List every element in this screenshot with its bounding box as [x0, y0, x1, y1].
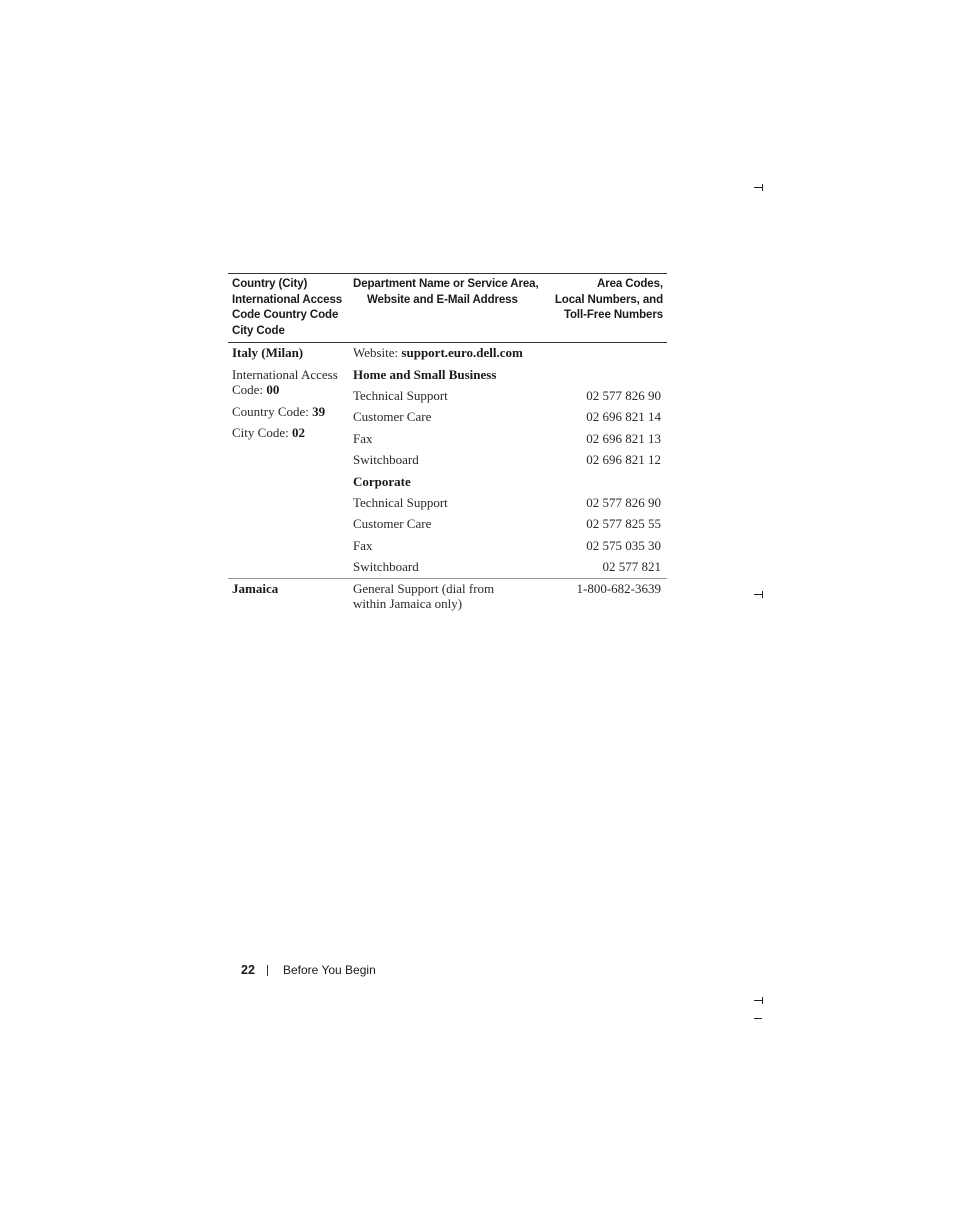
crop-mark [754, 183, 764, 193]
header-text: Area Codes, [596, 278, 663, 290]
header-text: International Access [232, 293, 343, 306]
service-name: Fax [353, 538, 373, 553]
intl-access-label-2: Code: [232, 382, 267, 397]
table-row-italy [228, 343, 667, 578]
intl-access-code [232, 382, 279, 397]
country-code-label: Country Code: [232, 404, 313, 419]
service-name: Customer Care [353, 516, 432, 531]
service-name: General Support (dial from [353, 581, 495, 596]
city-code [232, 425, 305, 440]
phone-number: 1-800-682-3639 [576, 581, 661, 596]
phone-number: 02 575 035 30 [586, 538, 661, 553]
phone-number: 02 577 826 90 [586, 495, 661, 510]
country-name: Jamaica [232, 581, 279, 596]
page-number: 22 [241, 963, 255, 977]
country-code [232, 404, 325, 419]
crop-mark [754, 590, 764, 600]
service-name: Fax [353, 431, 373, 446]
header-country [232, 277, 350, 339]
service-name: Switchboard [353, 559, 419, 574]
phone-number: 02 696 821 14 [586, 409, 661, 424]
phone-number: 02 577 825 55 [586, 516, 661, 531]
service-name: Switchboard [353, 452, 419, 467]
crop-mark [754, 996, 764, 1006]
country-name: Italy (Milan) [232, 345, 304, 360]
footer-separator [267, 965, 268, 976]
header-text: Website and E-Mail Address [367, 293, 518, 306]
header-department [353, 277, 538, 308]
table-header [228, 274, 667, 342]
service-name: within Jamaica only) [353, 596, 463, 611]
header-numbers [533, 277, 663, 324]
contact-table [228, 273, 667, 619]
header-text: Department Name or Service Area, [353, 278, 539, 290]
header-text: Local Numbers, and [554, 293, 663, 306]
phone-number: 02 577 826 90 [586, 388, 661, 403]
phone-number: 02 696 821 12 [586, 452, 661, 467]
header-text: Country (City) [232, 278, 308, 290]
intl-access-value: 00 [266, 382, 280, 397]
city-code-label: City Code: [232, 425, 292, 440]
header-text: Toll-Free Numbers [563, 309, 663, 321]
header-text: Code Country Code [232, 309, 339, 321]
website-link[interactable]: support.euro.dell.com [401, 345, 523, 360]
section-heading-corporate: Corporate [353, 474, 411, 489]
service-name: Technical Support [353, 495, 448, 510]
header-text: City Code [232, 324, 285, 337]
intl-access-label: International Access [232, 367, 338, 382]
country-code-value: 39 [312, 404, 326, 419]
section-title: Before You Begin [283, 963, 376, 977]
service-name: Customer Care [353, 409, 432, 424]
phone-number: 02 696 821 13 [586, 431, 661, 446]
table-row-jamaica [228, 579, 667, 619]
section-heading-home: Home and Small Business [353, 367, 497, 382]
city-code-value: 02 [291, 425, 305, 440]
website-label: Website: [353, 345, 402, 360]
phone-number: 02 577 821 [602, 559, 661, 574]
service-name: Technical Support [353, 388, 448, 403]
website [353, 345, 523, 360]
crop-mark [754, 1014, 764, 1024]
